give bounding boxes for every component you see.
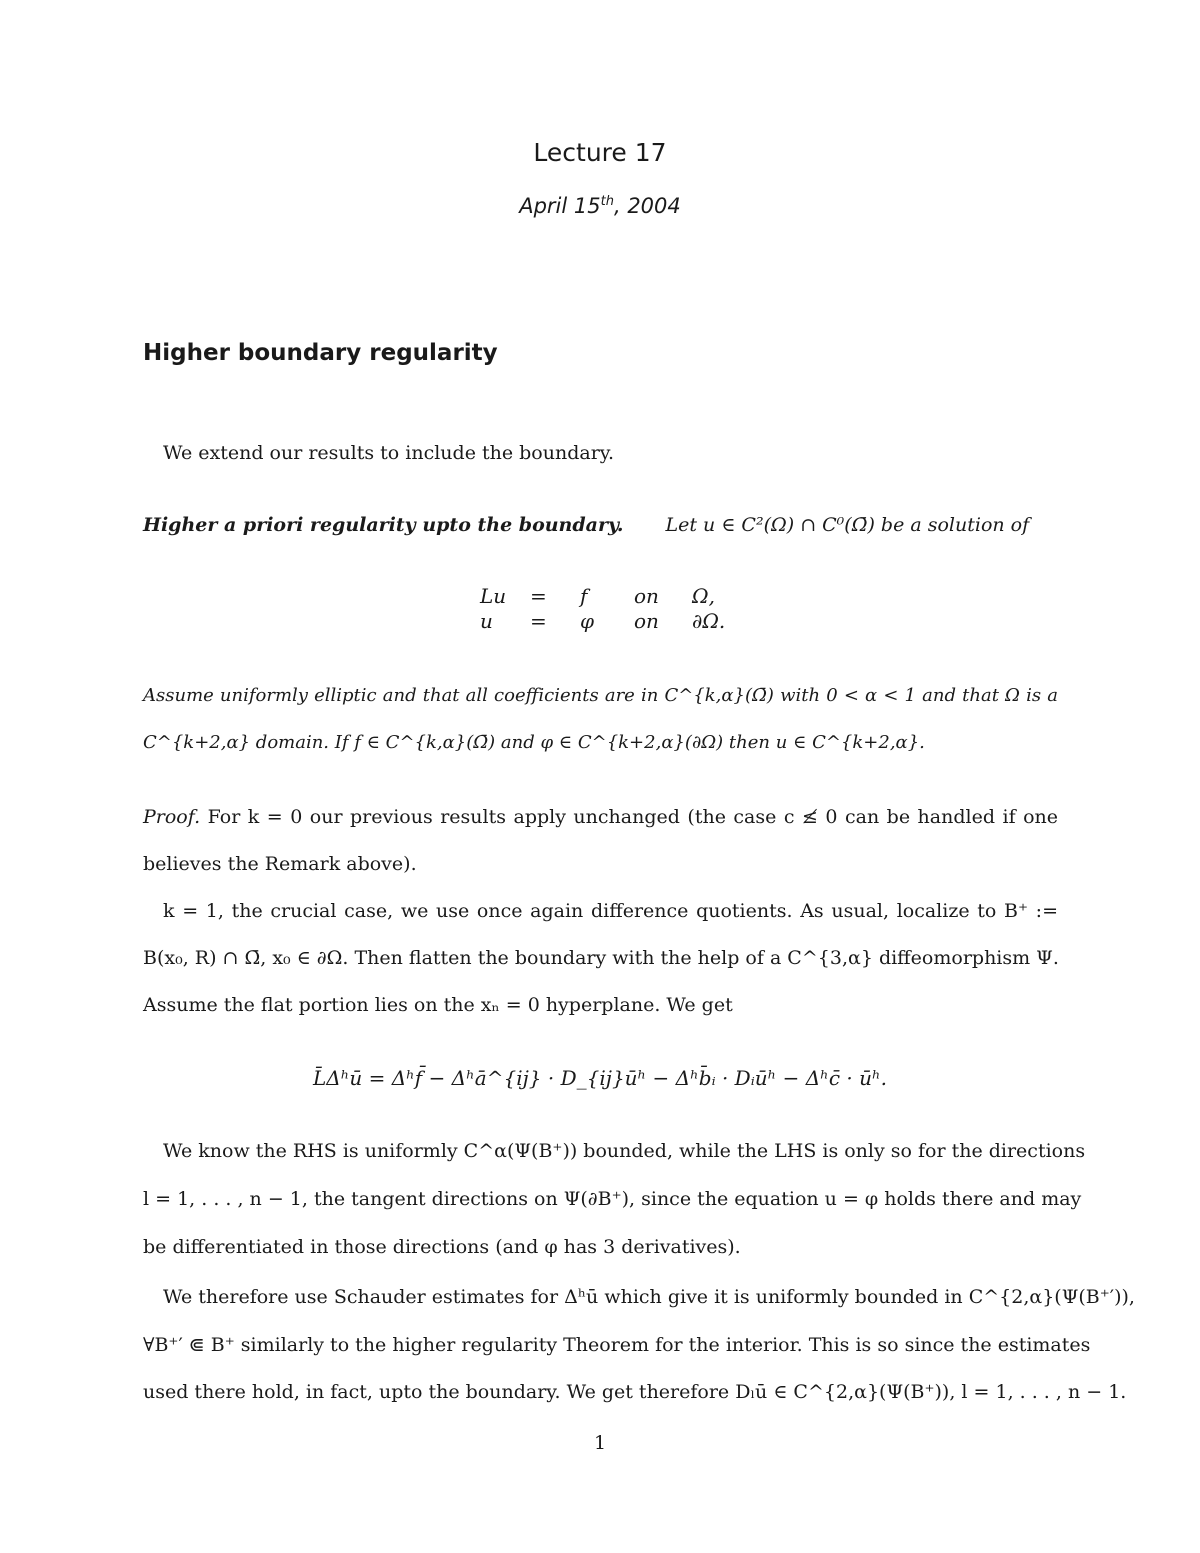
proof-line-7: l = 1, . . . , n − 1, the tangent directions on Ψ(∂B⁺), since the equation u = φ holds there and may (143, 1188, 1082, 1210)
date-prefix: April 15 (519, 194, 601, 218)
proof-line-10: ∀B⁺′ ⋐ B⁺ similarly to the higher regularity Theorem for the interior. This is so since the estimates (143, 1334, 1091, 1356)
proof-line-4: B(x₀, R) ∩ Ω̄, x₀ ∈ ∂Ω. Then flatten the boundary with the help of a C^{3,α} diffeomorphism Ψ. (143, 947, 1059, 969)
proof-line-5: Assume the flat portion lies on the xₙ = 0 hyperplane. We get (143, 994, 733, 1016)
eq-domain: Ω, (692, 583, 715, 608)
difference-quotient-equation: L̄Δʰū = Δʰf̄ − Δʰā^{ij} · D_{ij}ūʰ − Δʰb̄ᵢ · Dᵢūʰ − Δʰc̄ · ūʰ. (312, 1066, 887, 1090)
date-suffix: , 2004 (613, 194, 681, 218)
lecture-date (0, 194, 1200, 218)
equation-row (480, 608, 725, 633)
eq-lhs: Lu (480, 583, 507, 608)
theorem-line (143, 513, 1058, 537)
proof-line-6: We know the RHS is uniformly C^α(Ψ(B⁺)) bounded, while the LHS is only so for the directions (163, 1140, 1086, 1162)
boundary-value-problem (480, 583, 725, 633)
section-heading: Higher boundary regularity (143, 340, 498, 366)
proof-line-3: k = 1, the crucial case, we use once again difference quotients. As usual, localize to B⁺ := (163, 900, 1058, 922)
proof-text-1: For k = 0 our previous results apply unchanged (the case c ≰ 0 can be handled if one (207, 806, 1059, 828)
equation-row (480, 583, 725, 608)
proof-line-8: be differentiated in those directions (and φ has 3 derivatives). (143, 1236, 741, 1258)
eq-domain: ∂Ω. (692, 608, 726, 633)
eq-on: on (634, 583, 659, 608)
eq-rhs: φ (580, 608, 595, 633)
eq-rhs: f (580, 583, 588, 608)
proof-line-9: We therefore use Schauder estimates for Δʰū which give it is uniformly bounded in C^{2,α}(Ψ(B⁺′)), (163, 1286, 1135, 1308)
page-title: Lecture 17 (533, 138, 667, 167)
proof-label: Proof. (143, 806, 201, 828)
intro-paragraph: We extend our results to include the boundary. (163, 442, 615, 464)
assumption-line-2: C^{k+2,α} domain. If f ∈ C^{k,α}(Ω̄) and φ ∈ C^{k+2,α}(∂Ω) then u ∈ C^{k+2,α}. (143, 732, 925, 753)
proof-line-2: believes the Remark above). (143, 853, 417, 875)
proof-line-1 (143, 805, 1058, 829)
eq-sign: = (530, 583, 547, 608)
eq-lhs: u (480, 608, 493, 633)
theorem-heading: Higher a priori regularity upto the boundary. (143, 514, 624, 536)
theorem-statement: Let u ∈ C²(Ω) ∩ C⁰(Ω̄) be a solution of (665, 514, 1030, 536)
assumption-line-1: Assume uniformly elliptic and that all coefficients are in C^{k,α}(Ω̄) with 0 < α < 1 and that Ω is a (143, 685, 1058, 706)
proof-line-11: used there hold, in fact, upto the boundary. We get therefore Dₗū ∈ C^{2,α}(Ψ(B⁺)), l = 1, . . . , n − 1. (143, 1381, 1127, 1403)
eq-on: on (634, 608, 659, 633)
date-sup: th (600, 194, 614, 209)
eq-sign: = (530, 608, 547, 633)
page-number: 1 (593, 1432, 607, 1454)
